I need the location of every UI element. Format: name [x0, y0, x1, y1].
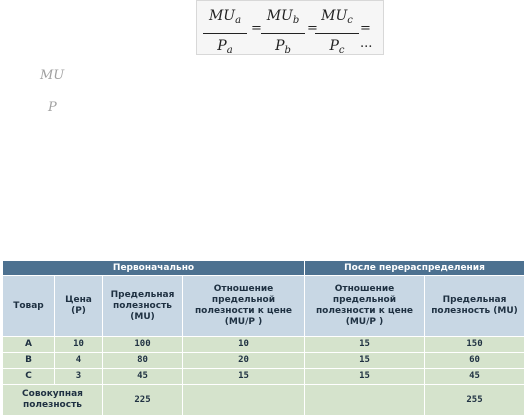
total-empty-cell [183, 385, 305, 416]
cell-price: 10 [55, 337, 103, 353]
cell-mu-after: 60 [425, 353, 525, 369]
cell-ratio-initial: 20 [183, 353, 305, 369]
total-mu-after: 255 [425, 385, 525, 416]
cell-mu-initial: 100 [103, 337, 183, 353]
p-label: P [48, 100, 57, 115]
col-header-ratio-after: Отношение предельной полезности к цене (MU/P ) [305, 276, 425, 337]
cell-product: B [3, 353, 55, 369]
equals-sign: = [251, 21, 262, 36]
total-mu-initial: 225 [103, 385, 183, 416]
total-row [3, 385, 525, 416]
cell-mu-after: 45 [425, 369, 525, 385]
fraction-c-denominator: $P_c$ [329, 38, 345, 56]
table-row [3, 369, 525, 385]
column-header-row [3, 276, 525, 337]
fraction-b-numerator: $MU_b$ [261, 5, 305, 34]
group-header-row [3, 261, 525, 276]
group-header-after: После перераспределения [305, 261, 525, 276]
total-label: Совокупная полезность [3, 385, 103, 416]
cell-product: C [3, 369, 55, 385]
fraction-b [261, 5, 305, 60]
col-header-mu-initial: Предельная полезность (MU) [103, 276, 183, 337]
col-header-price: Цена (P) [55, 276, 103, 337]
cell-mu-after: 150 [425, 337, 525, 353]
cell-product: A [3, 337, 55, 353]
col-header-mu-after: Предельная полезность (MU) [425, 276, 525, 337]
fraction-c-numerator: $MU_c$ [315, 5, 359, 34]
cell-price: 3 [55, 369, 103, 385]
equals-sign: = [307, 21, 318, 36]
col-header-ratio-initial: Отношение предельной полезности к цене (MU/P ) [183, 276, 305, 337]
table-row [3, 337, 525, 353]
utility-table [2, 260, 525, 416]
cell-ratio-initial: 15 [183, 369, 305, 385]
mu-label: MU [40, 68, 65, 83]
total-empty-cell [305, 385, 425, 416]
cell-price: 4 [55, 353, 103, 369]
fraction-b-denominator: $P_b$ [275, 38, 291, 56]
table-row [3, 353, 525, 369]
utility-equilibrium-formula [196, 0, 384, 55]
cell-ratio-after: 15 [305, 337, 425, 353]
fraction-c [315, 5, 359, 60]
cell-ratio-initial: 10 [183, 337, 305, 353]
col-header-product: Товар [3, 276, 55, 337]
formula-trailing: = ... [360, 21, 373, 51]
cell-ratio-after: 15 [305, 369, 425, 385]
cell-ratio-after: 15 [305, 353, 425, 369]
cell-mu-initial: 80 [103, 353, 183, 369]
fraction-a [203, 5, 247, 60]
cell-mu-initial: 45 [103, 369, 183, 385]
fraction-a-denominator: $P_a$ [217, 38, 233, 56]
group-header-initial: Первоначально [3, 261, 305, 276]
fraction-a-numerator: $MU_a$ [203, 5, 247, 34]
